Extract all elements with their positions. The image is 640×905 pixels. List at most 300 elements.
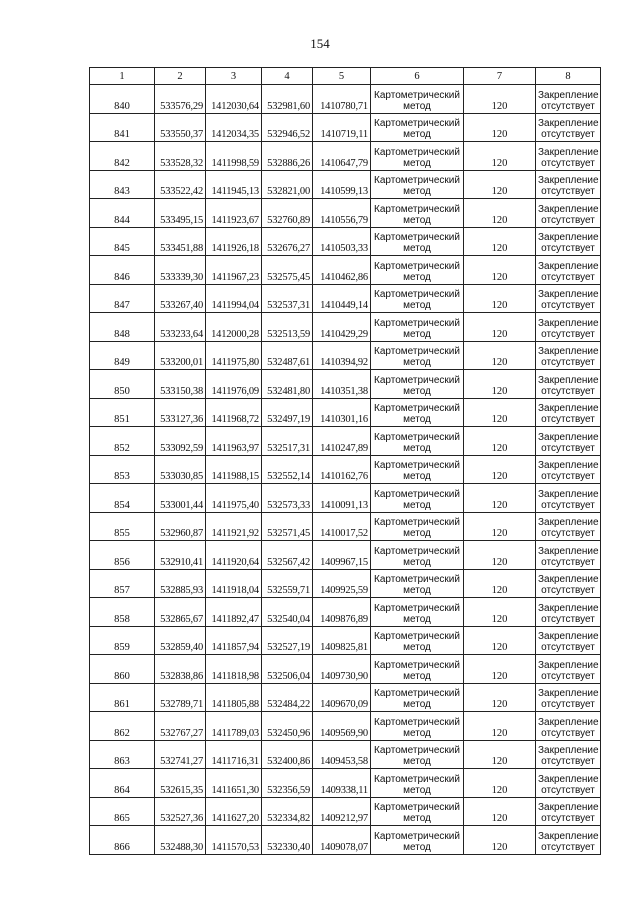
fixing-cell bbox=[536, 541, 601, 570]
fixing-cell bbox=[536, 740, 601, 769]
coordinate-x-cell: 532767,27 bbox=[155, 712, 206, 741]
point-number-cell: 856 bbox=[90, 541, 155, 570]
method-text: метод bbox=[403, 813, 431, 824]
fixing-cell bbox=[536, 398, 601, 427]
coordinate-x-cell: 533092,59 bbox=[155, 427, 206, 456]
method-cell bbox=[371, 170, 464, 199]
fixing-text: Закрепление bbox=[538, 574, 599, 585]
fixing-text: Закрепление bbox=[538, 716, 599, 728]
fixing-cell bbox=[536, 370, 601, 399]
coordinate-x2-cell: 532450,96 bbox=[262, 712, 313, 741]
method-cell bbox=[371, 484, 464, 513]
coordinate-y-cell: 1411968,72 bbox=[206, 398, 262, 427]
fixing-text: Закрепление bbox=[538, 118, 599, 129]
fixing-cell bbox=[536, 85, 601, 114]
point-number-cell: 858 bbox=[90, 598, 155, 627]
coordinate-x-cell: 533451,88 bbox=[155, 227, 206, 256]
fixing-cell bbox=[536, 113, 601, 142]
coordinate-y2-cell: 1409212,97 bbox=[313, 797, 371, 826]
method-text: Картометрический bbox=[374, 602, 460, 614]
coordinate-x2-cell: 532760,89 bbox=[262, 199, 313, 228]
point-number-cell: 857 bbox=[90, 569, 155, 598]
coordinate-y-cell: 1411975,80 bbox=[206, 341, 262, 370]
point-number-cell: 850 bbox=[90, 370, 155, 399]
coordinates-table bbox=[89, 67, 601, 855]
fixing-text: отсутствует bbox=[541, 727, 595, 739]
coordinate-x2-cell: 532540,04 bbox=[262, 598, 313, 627]
coordinate-x-cell: 533550,37 bbox=[155, 113, 206, 142]
point-number-cell: 849 bbox=[90, 341, 155, 370]
fixing-text: отсутствует bbox=[541, 471, 595, 482]
coordinate-x-cell: 533200,01 bbox=[155, 341, 206, 370]
fixing-text: отсутствует bbox=[541, 556, 595, 568]
coordinate-y-cell: 1411998,59 bbox=[206, 142, 262, 171]
table-row bbox=[90, 712, 601, 741]
method-text: метод bbox=[403, 100, 431, 112]
accuracy-cell: 120 bbox=[464, 113, 536, 142]
accuracy-cell: 120 bbox=[464, 341, 536, 370]
method-text: Картометрический bbox=[374, 89, 460, 101]
fixing-text: Закрепление bbox=[538, 802, 599, 813]
method-cell bbox=[371, 512, 464, 541]
method-cell bbox=[371, 227, 464, 256]
table-row bbox=[90, 284, 601, 313]
method-text: Картометрический bbox=[374, 175, 460, 186]
method-text: Картометрический bbox=[374, 317, 460, 329]
fixing-text: отсутствует bbox=[541, 357, 595, 368]
coordinate-x2-cell: 532537,31 bbox=[262, 284, 313, 313]
method-text: Картометрический bbox=[374, 545, 460, 557]
table-row bbox=[90, 199, 601, 228]
method-text: Картометрический bbox=[374, 773, 460, 785]
method-text: Картометрический bbox=[374, 403, 460, 414]
accuracy-cell: 120 bbox=[464, 284, 536, 313]
table-row bbox=[90, 370, 601, 399]
column-header: 5 bbox=[313, 68, 371, 85]
method-text: Картометрический bbox=[374, 517, 460, 528]
method-text: метод bbox=[403, 157, 431, 169]
accuracy-cell: 120 bbox=[464, 398, 536, 427]
coordinate-x-cell: 532910,41 bbox=[155, 541, 206, 570]
method-cell bbox=[371, 313, 464, 342]
point-number-cell: 855 bbox=[90, 512, 155, 541]
coordinate-x-cell: 533127,36 bbox=[155, 398, 206, 427]
fixing-text: Закрепление bbox=[538, 260, 599, 272]
fixing-text: Закрепление bbox=[538, 374, 599, 386]
coordinate-x2-cell: 532506,04 bbox=[262, 655, 313, 684]
coordinate-x2-cell: 532886,26 bbox=[262, 142, 313, 171]
method-text: метод bbox=[403, 727, 431, 739]
fixing-cell bbox=[536, 683, 601, 712]
coordinate-x2-cell: 532676,27 bbox=[262, 227, 313, 256]
method-cell bbox=[371, 626, 464, 655]
table-row bbox=[90, 341, 601, 370]
method-text: Картометрический bbox=[374, 460, 460, 471]
fixing-text: отсутствует bbox=[541, 186, 595, 197]
table-row bbox=[90, 769, 601, 798]
coordinate-y-cell: 1411892,47 bbox=[206, 598, 262, 627]
table-row bbox=[90, 541, 601, 570]
method-text: метод bbox=[403, 471, 431, 482]
coordinate-x2-cell: 532513,59 bbox=[262, 313, 313, 342]
fixing-cell bbox=[536, 341, 601, 370]
coordinate-x-cell: 533001,44 bbox=[155, 484, 206, 513]
point-number-cell: 843 bbox=[90, 170, 155, 199]
fixing-text: отсутствует bbox=[541, 243, 595, 254]
coordinate-x2-cell: 532567,42 bbox=[262, 541, 313, 570]
fixing-text: отсутствует bbox=[541, 841, 595, 853]
coordinate-y2-cell: 1410462,86 bbox=[313, 256, 371, 285]
fixing-text: отсутствует bbox=[541, 414, 595, 425]
fixing-text: Закрепление bbox=[538, 745, 599, 756]
fixing-text: отсутствует bbox=[541, 129, 595, 140]
fixing-text: Закрепление bbox=[538, 146, 599, 158]
accuracy-cell: 120 bbox=[464, 655, 536, 684]
table-row bbox=[90, 256, 601, 285]
point-number-cell: 861 bbox=[90, 683, 155, 712]
method-text: метод bbox=[403, 784, 431, 796]
coordinate-x2-cell: 532552,14 bbox=[262, 455, 313, 484]
point-number-cell: 852 bbox=[90, 427, 155, 456]
coordinate-x-cell: 533522,42 bbox=[155, 170, 206, 199]
coordinate-x2-cell: 532400,86 bbox=[262, 740, 313, 769]
table-row bbox=[90, 455, 601, 484]
coordinate-y-cell: 1412030,64 bbox=[206, 85, 262, 114]
coordinate-y2-cell: 1410247,89 bbox=[313, 427, 371, 456]
point-number-cell: 864 bbox=[90, 769, 155, 798]
fixing-cell bbox=[536, 227, 601, 256]
method-cell bbox=[371, 598, 464, 627]
fixing-text: Закрепление bbox=[538, 89, 599, 101]
method-text: метод bbox=[403, 841, 431, 853]
coordinate-x-cell: 533576,29 bbox=[155, 85, 206, 114]
accuracy-cell: 120 bbox=[464, 826, 536, 855]
coordinate-y-cell: 1411716,31 bbox=[206, 740, 262, 769]
coordinate-y-cell: 1411926,18 bbox=[206, 227, 262, 256]
fixing-text: отсутствует bbox=[541, 585, 595, 596]
method-cell bbox=[371, 142, 464, 171]
fixing-text: отсутствует bbox=[541, 699, 595, 710]
method-text: метод bbox=[403, 357, 431, 368]
method-text: метод bbox=[403, 699, 431, 710]
table-body bbox=[90, 85, 601, 855]
fixing-cell bbox=[536, 427, 601, 456]
coordinate-y-cell: 1411920,64 bbox=[206, 541, 262, 570]
method-text: метод bbox=[403, 300, 431, 311]
coordinate-y2-cell: 1409453,58 bbox=[313, 740, 371, 769]
method-text: метод bbox=[403, 613, 431, 625]
coordinate-y-cell: 1411923,67 bbox=[206, 199, 262, 228]
coordinate-y2-cell: 1410719,11 bbox=[313, 113, 371, 142]
coordinate-x2-cell: 532981,60 bbox=[262, 85, 313, 114]
coordinate-x-cell: 532741,27 bbox=[155, 740, 206, 769]
coordinate-y2-cell: 1410351,38 bbox=[313, 370, 371, 399]
table-row bbox=[90, 142, 601, 171]
coordinate-y2-cell: 1409925,59 bbox=[313, 569, 371, 598]
method-text: метод bbox=[403, 129, 431, 140]
coordinate-x2-cell: 532527,19 bbox=[262, 626, 313, 655]
coordinate-x2-cell: 532821,00 bbox=[262, 170, 313, 199]
coordinate-y-cell: 1411988,15 bbox=[206, 455, 262, 484]
point-number-cell: 844 bbox=[90, 199, 155, 228]
method-text: Картометрический bbox=[374, 574, 460, 585]
coordinate-x-cell: 532838,86 bbox=[155, 655, 206, 684]
accuracy-cell: 120 bbox=[464, 683, 536, 712]
coordinate-x2-cell: 532334,82 bbox=[262, 797, 313, 826]
fixing-text: отсутствует bbox=[541, 642, 595, 653]
fixing-text: отсутствует bbox=[541, 499, 595, 511]
coordinate-x2-cell: 532946,52 bbox=[262, 113, 313, 142]
coordinate-x-cell: 532960,87 bbox=[155, 512, 206, 541]
fixing-text: отсутствует bbox=[541, 813, 595, 824]
fixing-text: отсутствует bbox=[541, 100, 595, 112]
table-row bbox=[90, 626, 601, 655]
method-text: Картометрический bbox=[374, 203, 460, 215]
coordinate-x2-cell: 532573,33 bbox=[262, 484, 313, 513]
method-cell bbox=[371, 427, 464, 456]
table-row bbox=[90, 170, 601, 199]
method-text: Картометрический bbox=[374, 716, 460, 728]
method-text: метод bbox=[403, 385, 431, 397]
coordinate-y2-cell: 1410017,52 bbox=[313, 512, 371, 541]
table-row bbox=[90, 85, 601, 114]
fixing-cell bbox=[536, 512, 601, 541]
coordinate-x2-cell: 532517,31 bbox=[262, 427, 313, 456]
fixing-text: отсутствует bbox=[541, 528, 595, 539]
method-text: метод bbox=[403, 442, 431, 454]
fixing-cell bbox=[536, 712, 601, 741]
method-text: Картометрический bbox=[374, 802, 460, 813]
accuracy-cell: 120 bbox=[464, 740, 536, 769]
fixing-text: Закрепление bbox=[538, 346, 599, 357]
fixing-text: Закрепление bbox=[538, 688, 599, 699]
fixing-cell bbox=[536, 626, 601, 655]
table-row bbox=[90, 569, 601, 598]
fixing-text: Закрепление bbox=[538, 488, 599, 500]
coordinate-y2-cell: 1410394,92 bbox=[313, 341, 371, 370]
coordinate-y-cell: 1412034,35 bbox=[206, 113, 262, 142]
accuracy-cell: 120 bbox=[464, 512, 536, 541]
coordinate-y-cell: 1411976,09 bbox=[206, 370, 262, 399]
method-text: Картометрический bbox=[374, 346, 460, 357]
coordinate-y2-cell: 1410162,76 bbox=[313, 455, 371, 484]
page-number: 154 bbox=[310, 36, 330, 51]
column-header: 7 bbox=[464, 68, 536, 85]
point-number-cell: 847 bbox=[90, 284, 155, 313]
fixing-text: отсутствует bbox=[541, 670, 595, 682]
method-text: метод bbox=[403, 556, 431, 568]
method-text: метод bbox=[403, 499, 431, 511]
fixing-cell bbox=[536, 826, 601, 855]
coordinate-y-cell: 1412000,28 bbox=[206, 313, 262, 342]
method-text: Картометрический bbox=[374, 688, 460, 699]
coordinate-y2-cell: 1410301,16 bbox=[313, 398, 371, 427]
point-number-cell: 845 bbox=[90, 227, 155, 256]
coordinate-y-cell: 1411805,88 bbox=[206, 683, 262, 712]
fixing-text: отсутствует bbox=[541, 442, 595, 454]
fixing-text: Закрепление bbox=[538, 631, 599, 642]
coordinate-y-cell: 1411789,03 bbox=[206, 712, 262, 741]
coordinate-y-cell: 1411994,04 bbox=[206, 284, 262, 313]
point-number-cell: 865 bbox=[90, 797, 155, 826]
method-text: Картометрический bbox=[374, 260, 460, 272]
accuracy-cell: 120 bbox=[464, 313, 536, 342]
method-cell bbox=[371, 284, 464, 313]
coordinate-y2-cell: 1410429,29 bbox=[313, 313, 371, 342]
fixing-cell bbox=[536, 142, 601, 171]
coordinate-y-cell: 1411818,98 bbox=[206, 655, 262, 684]
fixing-cell bbox=[536, 284, 601, 313]
point-number-cell: 860 bbox=[90, 655, 155, 684]
fixing-text: отсутствует bbox=[541, 385, 595, 397]
coordinate-y2-cell: 1410556,79 bbox=[313, 199, 371, 228]
coordinate-y-cell: 1411918,04 bbox=[206, 569, 262, 598]
point-number-cell: 841 bbox=[90, 113, 155, 142]
method-cell bbox=[371, 541, 464, 570]
table-row bbox=[90, 427, 601, 456]
fixing-cell bbox=[536, 655, 601, 684]
column-header: 6 bbox=[371, 68, 464, 85]
coordinate-y-cell: 1411945,13 bbox=[206, 170, 262, 199]
table-row bbox=[90, 826, 601, 855]
method-text: метод bbox=[403, 756, 431, 767]
method-cell bbox=[371, 826, 464, 855]
column-header: 8 bbox=[536, 68, 601, 85]
coordinate-y2-cell: 1409730,90 bbox=[313, 655, 371, 684]
accuracy-cell: 120 bbox=[464, 170, 536, 199]
fixing-text: Закрепление bbox=[538, 545, 599, 557]
point-number-cell: 866 bbox=[90, 826, 155, 855]
coordinate-y2-cell: 1409078,07 bbox=[313, 826, 371, 855]
method-text: метод bbox=[403, 528, 431, 539]
fixing-text: отсутствует bbox=[541, 157, 595, 169]
method-text: Картометрический bbox=[374, 488, 460, 500]
method-text: Картометрический bbox=[374, 830, 460, 842]
coordinate-x2-cell: 532484,22 bbox=[262, 683, 313, 712]
point-number-cell: 853 bbox=[90, 455, 155, 484]
point-number-cell: 842 bbox=[90, 142, 155, 171]
table-row bbox=[90, 655, 601, 684]
point-number-cell: 854 bbox=[90, 484, 155, 513]
coordinate-x-cell: 532488,30 bbox=[155, 826, 206, 855]
method-text: Картометрический bbox=[374, 118, 460, 129]
method-cell bbox=[371, 797, 464, 826]
table-row bbox=[90, 113, 601, 142]
coordinate-y-cell: 1411857,94 bbox=[206, 626, 262, 655]
method-cell bbox=[371, 455, 464, 484]
coordinate-y-cell: 1411627,20 bbox=[206, 797, 262, 826]
method-text: метод bbox=[403, 214, 431, 226]
accuracy-cell: 120 bbox=[464, 797, 536, 826]
fixing-cell bbox=[536, 797, 601, 826]
coordinate-y-cell: 1411651,30 bbox=[206, 769, 262, 798]
method-cell bbox=[371, 683, 464, 712]
method-cell bbox=[371, 256, 464, 285]
method-text: Картометрический bbox=[374, 745, 460, 756]
accuracy-cell: 120 bbox=[464, 626, 536, 655]
fixing-text: отсутствует bbox=[541, 214, 595, 226]
coordinate-y2-cell: 1409876,89 bbox=[313, 598, 371, 627]
method-text: метод bbox=[403, 585, 431, 596]
coordinate-x-cell: 533150,38 bbox=[155, 370, 206, 399]
method-text: метод bbox=[403, 642, 431, 653]
point-number-cell: 859 bbox=[90, 626, 155, 655]
column-header: 3 bbox=[206, 68, 262, 85]
method-cell bbox=[371, 740, 464, 769]
fixing-text: Закрепление bbox=[538, 773, 599, 785]
method-cell bbox=[371, 398, 464, 427]
method-cell bbox=[371, 199, 464, 228]
coordinate-x2-cell: 532497,19 bbox=[262, 398, 313, 427]
accuracy-cell: 120 bbox=[464, 370, 536, 399]
table-row bbox=[90, 512, 601, 541]
method-text: Картометрический bbox=[374, 631, 460, 642]
fixing-text: отсутствует bbox=[541, 613, 595, 625]
fixing-cell bbox=[536, 199, 601, 228]
method-text: метод bbox=[403, 186, 431, 197]
accuracy-cell: 120 bbox=[464, 712, 536, 741]
method-text: Картометрический bbox=[374, 232, 460, 243]
coordinate-y2-cell: 1409967,15 bbox=[313, 541, 371, 570]
accuracy-cell: 120 bbox=[464, 227, 536, 256]
method-text: метод bbox=[403, 328, 431, 340]
coordinate-y2-cell: 1410503,33 bbox=[313, 227, 371, 256]
coordinate-x-cell: 532615,35 bbox=[155, 769, 206, 798]
coordinate-y2-cell: 1409825,81 bbox=[313, 626, 371, 655]
coordinate-x2-cell: 532356,59 bbox=[262, 769, 313, 798]
fixing-text: Закрепление bbox=[538, 517, 599, 528]
fixing-text: Закрепление bbox=[538, 659, 599, 671]
column-header: 2 bbox=[155, 68, 206, 85]
coordinate-y-cell: 1411570,53 bbox=[206, 826, 262, 855]
fixing-cell bbox=[536, 484, 601, 513]
accuracy-cell: 120 bbox=[464, 142, 536, 171]
method-cell bbox=[371, 341, 464, 370]
coordinate-x2-cell: 532575,45 bbox=[262, 256, 313, 285]
fixing-cell bbox=[536, 769, 601, 798]
coordinate-x-cell: 532859,40 bbox=[155, 626, 206, 655]
fixing-cell bbox=[536, 170, 601, 199]
fixing-text: Закрепление bbox=[538, 830, 599, 842]
method-cell bbox=[371, 569, 464, 598]
coordinate-y2-cell: 1410647,79 bbox=[313, 142, 371, 171]
method-text: Картометрический bbox=[374, 146, 460, 158]
point-number-cell: 840 bbox=[90, 85, 155, 114]
coordinate-y-cell: 1411967,23 bbox=[206, 256, 262, 285]
coordinate-x-cell: 532527,36 bbox=[155, 797, 206, 826]
accuracy-cell: 120 bbox=[464, 769, 536, 798]
table-header-row bbox=[90, 68, 601, 85]
table-row bbox=[90, 227, 601, 256]
column-header: 1 bbox=[90, 68, 155, 85]
point-number-cell: 846 bbox=[90, 256, 155, 285]
fixing-text: отсутствует bbox=[541, 756, 595, 767]
method-cell bbox=[371, 370, 464, 399]
fixing-text: Закрепление bbox=[538, 403, 599, 414]
coordinate-y2-cell: 1409670,09 bbox=[313, 683, 371, 712]
table-row bbox=[90, 398, 601, 427]
method-text: метод bbox=[403, 271, 431, 283]
coordinate-y-cell: 1411921,92 bbox=[206, 512, 262, 541]
method-text: Картометрический bbox=[374, 289, 460, 300]
method-text: Картометрический bbox=[374, 431, 460, 443]
coordinate-y2-cell: 1410091,13 bbox=[313, 484, 371, 513]
fixing-cell bbox=[536, 256, 601, 285]
method-cell bbox=[371, 655, 464, 684]
accuracy-cell: 120 bbox=[464, 569, 536, 598]
fixing-text: отсутствует bbox=[541, 328, 595, 340]
table-row bbox=[90, 683, 601, 712]
